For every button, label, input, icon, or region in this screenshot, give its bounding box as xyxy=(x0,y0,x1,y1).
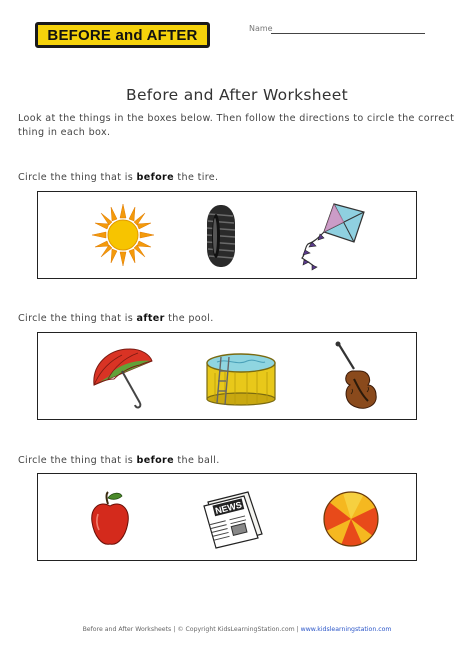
apple-icon[interactable] xyxy=(88,490,132,550)
question-3-suffix: the ball. xyxy=(174,455,220,466)
question-2-box xyxy=(37,332,417,420)
kite-icon[interactable] xyxy=(294,198,370,274)
question-2-prompt xyxy=(18,313,214,324)
question-2-suffix: the pool. xyxy=(164,313,214,324)
question-1-prompt xyxy=(18,172,218,183)
question-3-box xyxy=(37,473,417,561)
question-1-prefix: Circle the thing that is xyxy=(18,172,137,183)
tire-icon[interactable] xyxy=(203,202,239,270)
question-2-keyword: after xyxy=(136,313,165,324)
footer-copyright: © Copyright KidsLearningStation.com xyxy=(177,626,295,633)
pool-icon[interactable] xyxy=(203,349,279,407)
worksheet-category-badge xyxy=(35,22,210,48)
question-3-prompt xyxy=(18,455,220,466)
newspaper-headline: NEWS xyxy=(214,499,243,516)
name-label: Name xyxy=(249,24,273,33)
question-3-keyword: before xyxy=(136,455,174,466)
violin-icon[interactable] xyxy=(328,339,388,417)
footer xyxy=(0,626,474,633)
question-1-keyword: before xyxy=(136,172,174,183)
ball-icon[interactable] xyxy=(320,488,382,550)
sun-icon[interactable] xyxy=(90,202,156,268)
umbrella-icon[interactable] xyxy=(86,341,156,411)
footer-separator: | xyxy=(294,626,301,633)
badge-text: BEFORE and AFTER xyxy=(47,26,198,44)
footer-separator: | xyxy=(171,626,178,633)
question-2-prefix: Circle the thing that is xyxy=(18,313,137,324)
footer-left-text: Before and After Worksheets xyxy=(82,626,172,633)
footer-website-link[interactable]: www.kidslearningstation.com xyxy=(300,626,392,633)
question-1-suffix: the tire. xyxy=(174,172,219,183)
name-field-line[interactable] xyxy=(271,33,425,34)
newspaper-icon[interactable] xyxy=(198,490,268,550)
worksheet-title: Before and After Worksheet xyxy=(126,86,348,104)
question-3-prefix: Circle the thing that is xyxy=(18,455,137,466)
question-1-box xyxy=(37,191,417,279)
instructions-text: Look at the things in the boxes below. Then follow the directions to circle the correct thing in each box. xyxy=(18,113,455,138)
